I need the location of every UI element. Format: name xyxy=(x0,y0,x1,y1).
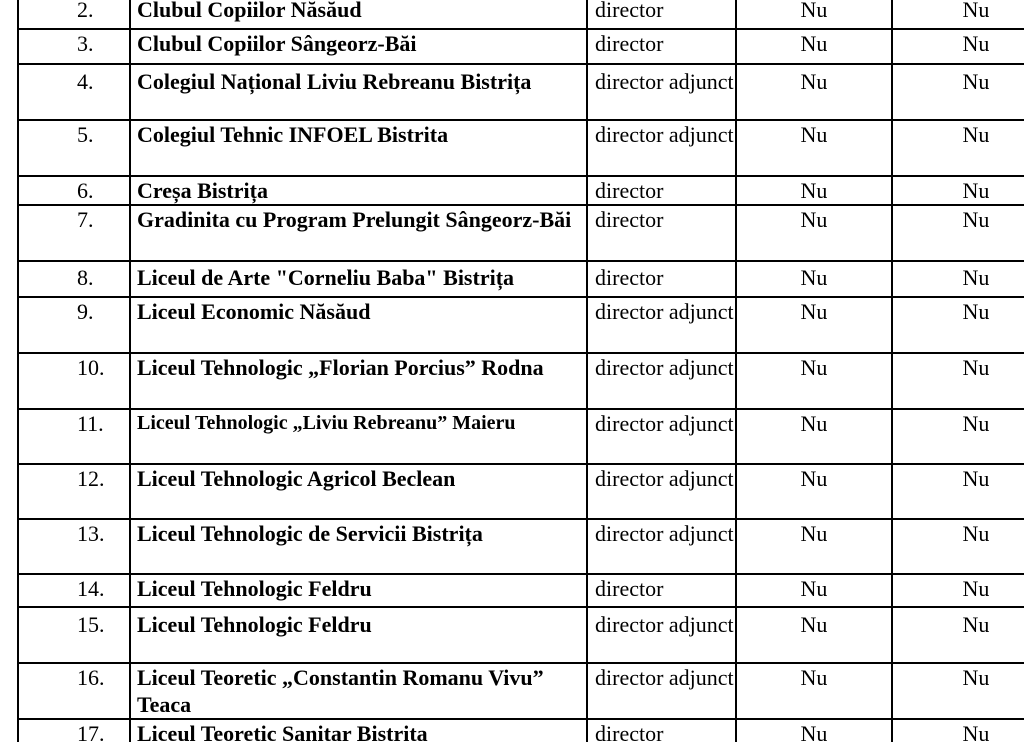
answer-cell-a: Nu xyxy=(736,176,892,205)
function-cell: director adjunct xyxy=(587,663,736,719)
answer-cell-a: Nu xyxy=(736,29,892,64)
institution-name: Creșa Bistrița xyxy=(130,176,587,205)
answer-cell-a: Nu xyxy=(736,464,892,519)
row-number: 14. xyxy=(18,574,130,607)
answer-cell-b: Nu xyxy=(892,719,1024,742)
answer-cell-a: Nu xyxy=(736,719,892,742)
answer-cell-a: Nu xyxy=(736,205,892,261)
answer-cell-a: Nu xyxy=(736,663,892,719)
function-cell: director xyxy=(587,205,736,261)
institution-name: Liceul Tehnologic „Florian Porcius” Rodna xyxy=(130,353,587,409)
table-row xyxy=(18,574,1024,607)
answer-cell-a: Nu xyxy=(736,574,892,607)
row-number: 13. xyxy=(18,519,130,574)
answer-cell-b: Nu xyxy=(892,64,1024,120)
table-row xyxy=(18,464,1024,519)
function-cell: director xyxy=(587,261,736,297)
answer-cell-a: Nu xyxy=(736,607,892,663)
institution-name: Clubul Copiilor Sângeorz-Băi xyxy=(130,29,587,64)
answer-cell-a: Nu xyxy=(736,519,892,574)
function-cell: director adjunct xyxy=(587,64,736,120)
function-cell: director adjunct xyxy=(587,519,736,574)
answer-cell-b: Nu xyxy=(892,574,1024,607)
answer-cell-a: Nu xyxy=(736,0,892,29)
row-number: 5. xyxy=(18,120,130,176)
answer-cell-b: Nu xyxy=(892,353,1024,409)
row-number: 17. xyxy=(18,719,130,742)
function-cell: director adjunct xyxy=(587,409,736,464)
institution-name: Liceul Tehnologic de Servicii Bistrița xyxy=(130,519,587,574)
function-cell: director adjunct xyxy=(587,297,736,353)
table-row xyxy=(18,719,1024,742)
table-row xyxy=(18,29,1024,64)
institution-name: Liceul Tehnologic Agricol Beclean xyxy=(130,464,587,519)
table-row xyxy=(18,120,1024,176)
institution-name: Liceul de Arte "Corneliu Baba" Bistrița xyxy=(130,261,587,297)
table-row xyxy=(18,663,1024,719)
table-row xyxy=(18,0,1024,29)
table-row xyxy=(18,205,1024,261)
function-cell: director adjunct xyxy=(587,353,736,409)
function-cell: director xyxy=(587,719,736,742)
answer-cell-b: Nu xyxy=(892,519,1024,574)
answer-cell-b: Nu xyxy=(892,409,1024,464)
row-number: 2. xyxy=(18,0,130,29)
function-cell: director adjunct xyxy=(587,607,736,663)
table-row xyxy=(18,353,1024,409)
answer-cell-b: Nu xyxy=(892,297,1024,353)
row-number: 9. xyxy=(18,297,130,353)
answer-cell-b: Nu xyxy=(892,120,1024,176)
answer-cell-a: Nu xyxy=(736,261,892,297)
row-number: 10. xyxy=(18,353,130,409)
institution-name: Clubul Copiilor Năsăud xyxy=(130,0,587,29)
function-cell: director xyxy=(587,574,736,607)
institution-name: Liceul Tehnologic Feldru xyxy=(130,574,587,607)
answer-cell-b: Nu xyxy=(892,205,1024,261)
row-number: 15. xyxy=(18,607,130,663)
institution-name: Liceul Teoretic Sanitar Bistrita xyxy=(130,719,587,742)
institution-name: Liceul Economic Năsăud xyxy=(130,297,587,353)
answer-cell-b: Nu xyxy=(892,261,1024,297)
table-row xyxy=(18,176,1024,205)
answer-cell-b: Nu xyxy=(892,607,1024,663)
row-number: 3. xyxy=(18,29,130,64)
answer-cell-b: Nu xyxy=(892,0,1024,29)
table-row xyxy=(18,607,1024,663)
function-cell: director xyxy=(587,29,736,64)
answer-cell-a: Nu xyxy=(736,353,892,409)
table-row xyxy=(18,409,1024,464)
row-number: 7. xyxy=(18,205,130,261)
row-number: 16. xyxy=(18,663,130,719)
function-cell: director adjunct xyxy=(587,464,736,519)
function-cell: director adjunct xyxy=(587,120,736,176)
row-number: 11. xyxy=(18,409,130,464)
institution-name: Liceul Teoretic „Constantin Romanu Vivu” Teaca xyxy=(130,663,587,719)
answer-cell-a: Nu xyxy=(736,297,892,353)
row-number: 8. xyxy=(18,261,130,297)
answer-cell-b: Nu xyxy=(892,29,1024,64)
table-row xyxy=(18,297,1024,353)
answer-cell-a: Nu xyxy=(736,64,892,120)
table-row xyxy=(18,519,1024,574)
row-number: 6. xyxy=(18,176,130,205)
answer-cell-b: Nu xyxy=(892,176,1024,205)
institution-name: Colegiul Tehnic INFOEL Bistrita xyxy=(130,120,587,176)
institution-name: Liceul Tehnologic „Liviu Rebreanu” Maieru xyxy=(130,409,587,464)
table-row xyxy=(18,261,1024,297)
function-cell: director xyxy=(587,176,736,205)
institution-name: Colegiul Național Liviu Rebreanu Bistrița xyxy=(130,64,587,120)
row-number: 12. xyxy=(18,464,130,519)
answer-cell-a: Nu xyxy=(736,120,892,176)
institution-name: Liceul Tehnologic Feldru xyxy=(130,607,587,663)
row-number: 4. xyxy=(18,64,130,120)
answer-cell-b: Nu xyxy=(892,663,1024,719)
answer-cell-a: Nu xyxy=(736,409,892,464)
positions-table xyxy=(17,0,1024,742)
table-row xyxy=(18,64,1024,120)
answer-cell-b: Nu xyxy=(892,464,1024,519)
function-cell: director xyxy=(587,0,736,29)
institution-name: Gradinita cu Program Prelungit Sângeorz-Băi xyxy=(130,205,587,261)
